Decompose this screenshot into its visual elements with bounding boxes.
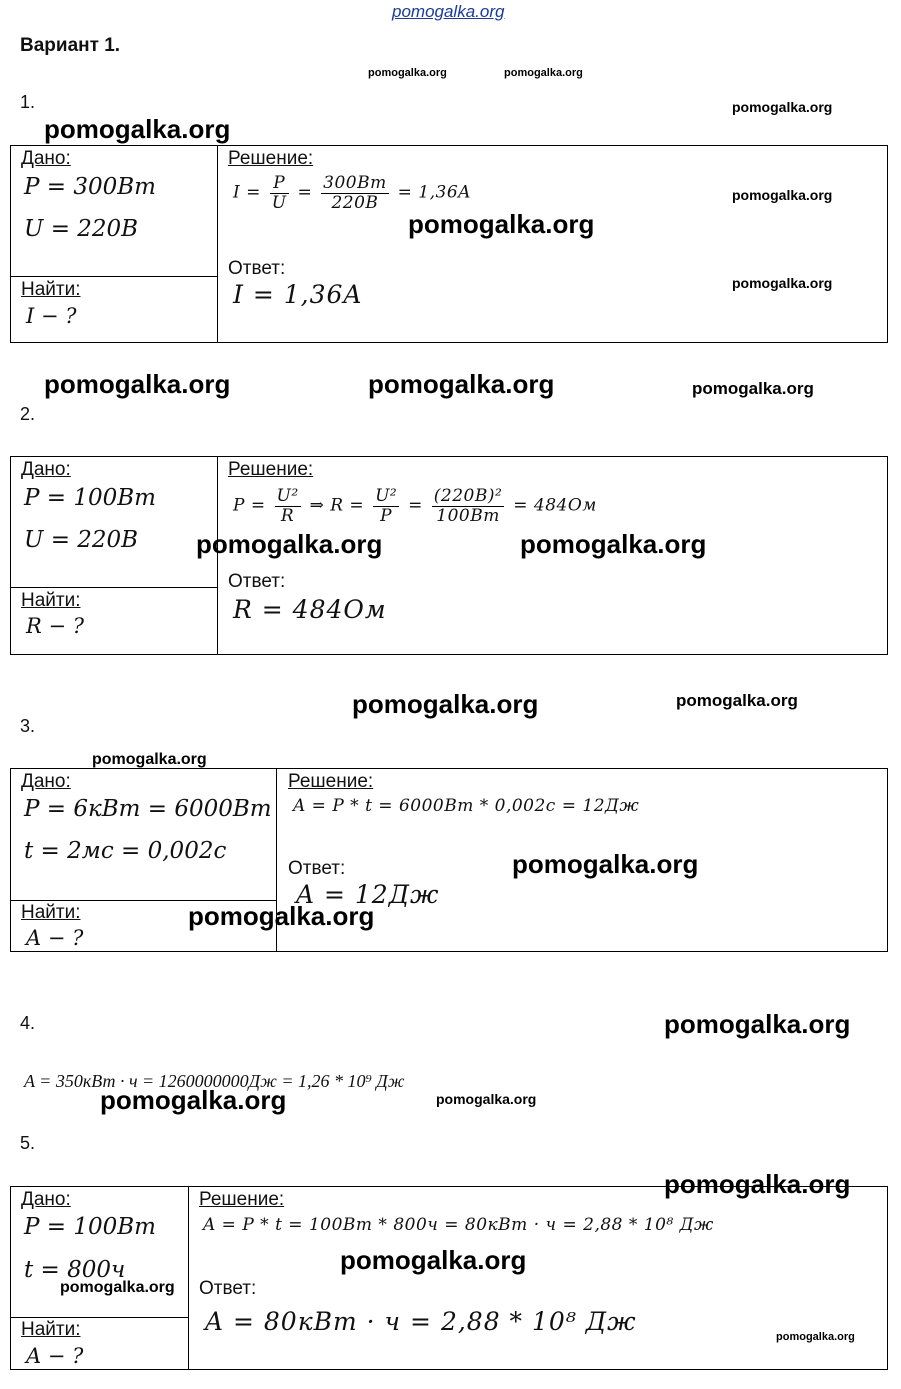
given-value: t = 800ч <box>24 1257 126 1283</box>
solution-formula: A = P * t = 6000Вт * 0,002с = 12Дж <box>293 796 640 816</box>
denominator: 220В <box>331 192 379 213</box>
numerator: U² <box>276 486 299 506</box>
given-label: Дано: <box>21 771 71 792</box>
problem-5-table <box>10 1186 888 1370</box>
given-label: Дано: <box>21 148 71 169</box>
problem-4-number: 4. <box>20 1013 36 1033</box>
watermark: pomogalka.org <box>664 1009 851 1039</box>
watermark: pomogalka.org <box>368 369 555 399</box>
watermark: pomogalka.org <box>196 529 383 559</box>
fraction <box>432 487 505 525</box>
watermark: pomogalka.org <box>676 691 798 710</box>
watermark: pomogalka.org <box>504 67 583 79</box>
fraction <box>321 174 389 212</box>
problem-1-table <box>10 145 888 343</box>
given-value: t = 2мс = 0,002с <box>24 838 227 864</box>
problem-2-number: 2. <box>20 404 36 424</box>
solution-formula <box>233 487 597 525</box>
find-label: Найти: <box>21 1319 81 1340</box>
watermark: pomogalka.org <box>44 369 231 399</box>
find-value: A − ? <box>26 926 84 950</box>
numerator: 300Вт <box>323 173 387 193</box>
numerator: U² <box>375 486 398 506</box>
problem-4-formula: A = 350кВт · ч = 1260000000Дж = 1,26 * 10⁹ Дж <box>24 1071 405 1091</box>
solution-formula: A = P * t = 100Вт * 800ч = 80кВт · ч = 2,88 * 10⁸ Дж <box>203 1215 714 1235</box>
find-label: Найти: <box>21 590 81 611</box>
formula-part: I = <box>233 182 261 203</box>
given-value: U = 220В <box>24 216 139 242</box>
watermark: pomogalka.org <box>776 1331 855 1343</box>
given-value: U = 220В <box>24 527 139 553</box>
denominator: R <box>280 505 295 526</box>
given-label: Дано: <box>21 1189 71 1210</box>
watermark: pomogalka.org <box>408 209 595 239</box>
watermark: pomogalka.org <box>368 67 447 79</box>
watermark: pomogalka.org <box>436 1091 537 1107</box>
given-value: P = 100Вт <box>24 485 156 511</box>
denominator: U <box>271 192 287 213</box>
table-divider <box>11 276 218 277</box>
problem-1-number: 1. <box>20 92 36 112</box>
watermark: pomogalka.org <box>732 187 833 203</box>
formula-part: = <box>297 182 313 203</box>
solution-label: Решение: <box>228 148 314 169</box>
variant-title: Вариант 1. <box>20 35 121 56</box>
given-value: P = 300Вт <box>24 174 156 200</box>
given-value: P = 6кВт = 6000Вт <box>24 796 272 822</box>
answer-value: A = 80кВт · ч = 2,88 * 10⁸ Дж <box>205 1307 637 1336</box>
numerator: P <box>270 174 289 194</box>
find-label: Найти: <box>21 902 81 923</box>
fraction <box>373 487 399 525</box>
numerator: (220В)² <box>433 486 503 506</box>
formula-part: = 1,36A <box>397 182 471 203</box>
answer-label: Ответ: <box>228 258 286 279</box>
solution-label: Решение: <box>288 771 374 792</box>
answer-label: Ответ: <box>199 1278 257 1299</box>
problem-3-table <box>10 768 888 952</box>
given-value: P = 100Вт <box>24 1214 156 1240</box>
watermark: pomogalka.org <box>340 1245 527 1275</box>
solution-label: Решение: <box>199 1189 285 1210</box>
site-header: pomogalka.org <box>392 2 505 21</box>
watermark: pomogalka.org <box>732 275 833 291</box>
watermark: pomogalka.org <box>92 751 207 768</box>
fraction <box>275 487 301 525</box>
watermark: pomogalka.org <box>44 114 231 144</box>
watermark: pomogalka.org <box>692 379 814 398</box>
watermark: pomogalka.org <box>60 1279 175 1296</box>
given-label: Дано: <box>21 459 71 480</box>
table-divider <box>217 146 218 342</box>
answer-value: I = 1,36A <box>233 280 363 309</box>
watermark: pomogalka.org <box>512 849 699 879</box>
table-divider <box>11 587 218 588</box>
formula-part: ⇒ R = <box>309 495 365 516</box>
watermark: pomogalka.org <box>520 529 707 559</box>
find-value: A − ? <box>26 1344 84 1368</box>
answer-value: A = 12Дж <box>296 880 440 909</box>
denominator: P <box>380 505 393 526</box>
find-value: R − ? <box>26 614 85 638</box>
watermark: pomogalka.org <box>188 901 375 931</box>
watermark: pomogalka.org <box>352 689 539 719</box>
watermark: pomogalka.org <box>732 99 833 115</box>
formula-part: = <box>408 495 423 516</box>
problem-5-number: 5. <box>20 1133 36 1153</box>
answer-label: Ответ: <box>228 571 286 592</box>
table-divider <box>188 1187 189 1369</box>
formula-part: = 484Ом <box>513 495 597 516</box>
solution-label: Решение: <box>228 459 314 480</box>
problem-2-table <box>10 456 888 655</box>
find-value: I − ? <box>26 304 77 328</box>
find-label: Найти: <box>21 279 81 300</box>
table-divider <box>11 1317 189 1318</box>
answer-label: Ответ: <box>288 858 346 879</box>
answer-value: R = 484Ом <box>233 595 387 624</box>
solution-formula <box>233 174 471 212</box>
fraction <box>270 174 289 212</box>
watermark: pomogalka.org <box>664 1169 851 1199</box>
problem-3-number: 3. <box>20 716 36 736</box>
formula-part: P = <box>233 495 266 516</box>
watermark: pomogalka.org <box>100 1085 287 1115</box>
denominator: 100Вт <box>436 505 500 526</box>
